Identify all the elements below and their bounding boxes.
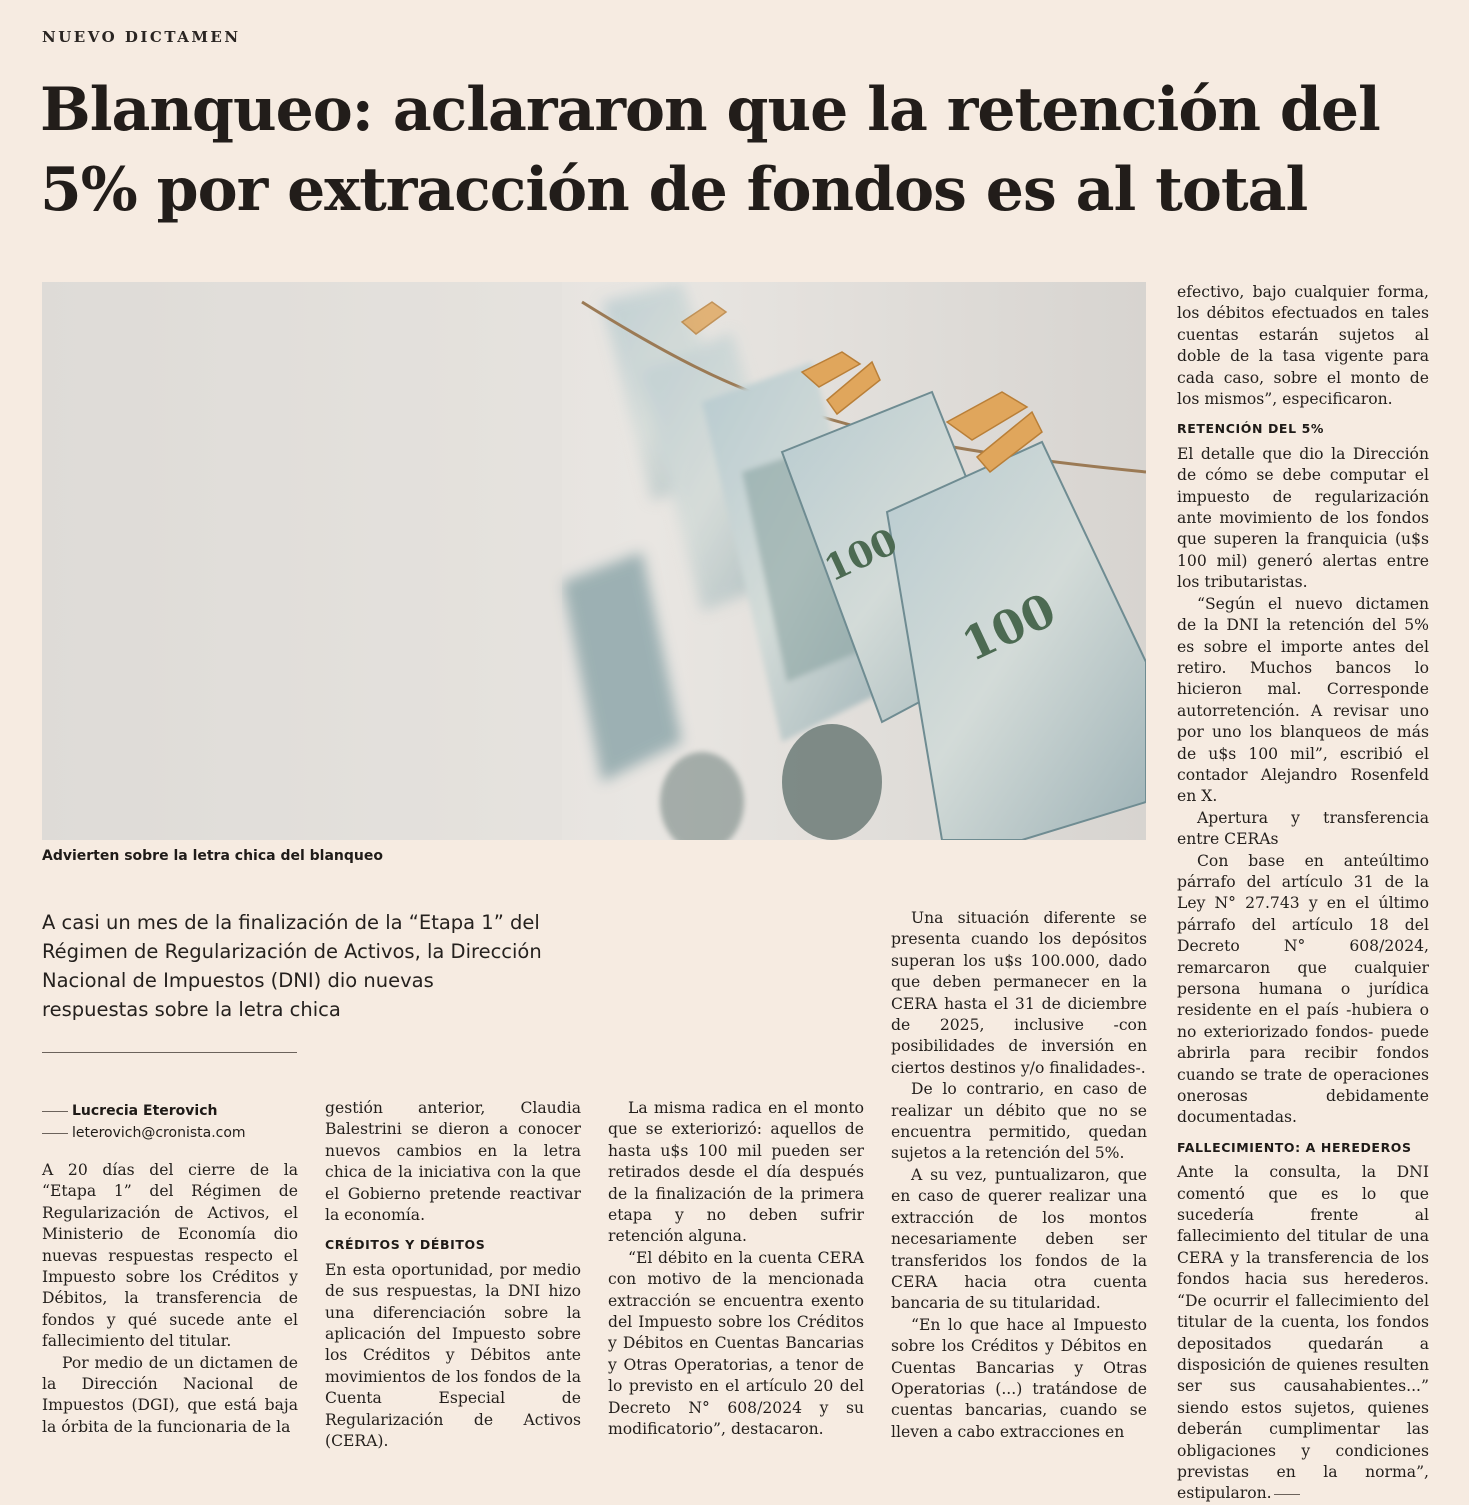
author-name: Lucrecia Eterovich [72,1103,218,1119]
paragraph: De lo contrario, en caso de realizar un débito que no se encuentra permitido, quedan sujetos a la retención del 5%. [891,1080,1147,1163]
divider [42,1133,68,1134]
paragraph: Apertura y transferencia entre CERAs [1177,808,1429,849]
subheading: CRÉDITOS Y DÉBITOS [325,1237,486,1253]
divider [42,1052,297,1053]
byline [42,1100,246,1144]
section-kicker: NUEVO DICTAMEN [42,28,241,46]
subheading: RETENCIÓN DEL 5% [1177,421,1325,437]
article-column-5 [1177,282,1429,1505]
article-column-4 [891,908,1147,1443]
paragraph: Con base en anteúltimo párrafo del artículo 31 de la Ley N° 27.743 y en el último párrafo del artículo 18 del Decreto N° 608/2024, remarcaron que cualquier persona humana o jurídica residente en el país -hubiera o no exteriorizado fondos- puede abrirla para recibir fondos cuando se trate de operaciones onerosas debidamente documentadas. [1177,851,1429,1127]
article-column-1 [42,1160,298,1438]
subheading: FALLECIMIENTO: A HEREDEROS [1177,1139,1412,1155]
author-email[interactable]: leterovich@cronista.com [72,1125,246,1141]
paragraph: efectivo, bajo cualquier forma, los débitos efectuados en tales cuentas estarán sujetos al doble de la tasa vigente para cada caso, sobre el monto de los mismos”, especificaron. [1177,283,1429,409]
paragraph: gestión anterior, Claudia Balestrini se dieron a conocer nuevos cambios en la letra chica de la iniciativa con la que el Gobierno pretende reactivar la economía. [325,1099,581,1225]
svg-text:100: 100 [953,582,1064,672]
paragraph: A su vez, puntualizaron, que en caso de querer realizar una extracción de los montos necesariamente deben ser transferidos los fondos de la CERA hacia otra cuenta bancaria de su titularidad. [891,1165,1147,1313]
paragraph: Una situación diferente se presenta cuando los depósitos superan los u$s 100.000, dado que deben permanecer en la CERA hasta el 31 de diciembre de 2025, inclusive -con posibilidades de inversión en ciertos destinos y/o finalidades-. [891,909,1147,1077]
paragraph: “En lo que hace al Impuesto sobre los Créditos y Débitos en Cuentas Bancarias y Otras Operatorias (...) tratándose de cuentas bancarias, cuando se lleven a cabo extracciones en [891,1315,1147,1441]
article-photo [42,282,1146,840]
paragraph-text: Ante la consulta, la DNI comentó que es lo que sucedería frente al fallecimiento del titular de una CERA y la transferencia de los fondos hacia sus herederos. “De ocurrir el fallecimiento del titular de la cuenta, los fondos depositados quedarán a disposición de quienes resulten ser sus causahabientes...” siendo estos sujetos, quienes deberán cumplimentar las obligaciones y condiciones previstas en la norma”, estipularon. [1177,1163,1429,1503]
photo-caption: Advierten sobre la letra chica del blanqueo [42,848,383,864]
dollar-bills-on-clothesline-icon [42,282,1146,840]
paragraph: El detalle que dio la Dirección de cómo se debe computar el impuesto de regularización ante movimiento de los fondos que superen la franquicia (u$s 100 mil) generó alertas entre los tributaristas. [1177,444,1429,592]
paragraph: En esta oportunidad, por medio de sus respuestas, la DNI hizo una diferenciación sobre la aplicación del Impuesto sobre los Créditos y Débitos ante movimientos de los fondos de la Cuenta Especial de Regularización de Activos (CERA). [325,1260,581,1451]
paragraph: Por medio de un dictamen de la Dirección Nacional de Impuestos (DGI), que está baja la órbita de la funcionaria de la [42,1353,298,1436]
divider [42,1111,68,1112]
lede: A casi un mes de la finalización de la “Etapa 1” del Régimen de Regularización de Activos, la Dirección Nacional de Impuestos (DNI) dio nuevas respuestas sobre la letra chica [42,911,542,1021]
paragraph: “Según el nuevo dictamen de la DNI la retención del 5% es sobre el importe antes del retiro. Muchos bancos lo hicieron mal. Corresponde autorretención. A revisar uno por uno los blanqueos de más de u$s 100 mil”, escribió el contador Alejandro Rosenfeld en X. [1177,594,1429,806]
paragraph [1177,1162,1429,1505]
paragraph: “El débito en la cuenta CERA con motivo de la mencionada extracción se encuentra exento del Impuesto sobre los Créditos y Débitos en Cuentas Bancarias y Otras Operatorias, a tenor de lo previsto en el artículo 20 del Decreto N° 608/2024 y su modificatorio”, destacaron. [608,1248,864,1439]
headline: Blanqueo: aclararon que la retención del 5% por extracción de fondos es al total [40,75,1380,225]
svg-text:100: 100 [818,520,904,591]
end-mark [1274,1494,1300,1495]
article-column-3 [608,1098,864,1441]
paragraph: A 20 días del cierre de la “Etapa 1” del Régimen de Regularización de Activos, el Ministerio de Economía dio nuevas respuestas respecto el Impuesto sobre los Créditos y Débitos, la transferencia de fondos y qué sucede ante el fallecimiento del titular. [42,1161,298,1351]
paragraph: La misma radica en el monto que se exteriorizó: aquellos de hasta u$s 100 mil pueden ser retirados desde el día después de la finalización de la primera etapa y no deben sufrir retención alguna. [608,1099,864,1246]
article-column-2 [325,1098,581,1453]
